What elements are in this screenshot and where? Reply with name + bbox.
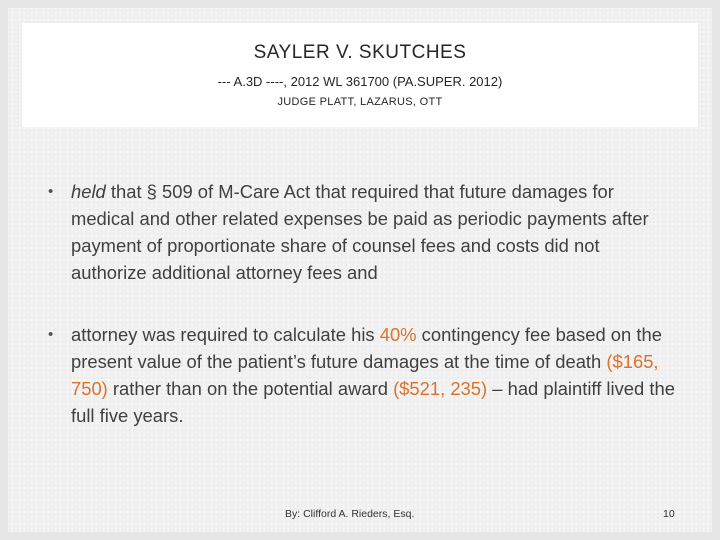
- slide-title: SAYLER V. SKUTCHES: [253, 42, 467, 63]
- slide: [8, 8, 712, 532]
- highlight-value-award: ($521, 235): [393, 378, 488, 399]
- bullet-item-attorney: [48, 321, 678, 429]
- held-italic: held: [71, 181, 106, 202]
- highlight-percentage: 40%: [379, 324, 417, 345]
- bullet-text: that § 509 of M-Care Act that required that future damages for medical and other related expenses be paid as periodic payments after payment of proportionate share of counsel fees and costs did not authorize additional attorney fees and: [71, 181, 649, 283]
- page-number: 10: [663, 508, 675, 520]
- bullet-text-part: attorney was required to calculate his: [71, 324, 380, 345]
- bullet-text-part: contingency fee based on the present value of the patient’s future damages at the time of death: [71, 324, 662, 372]
- highlight-value-death: ($165, 750): [71, 351, 659, 399]
- footer-author: By: Clifford A. Rieders, Esq.: [285, 508, 415, 520]
- bullet-dot-icon: •: [48, 183, 54, 200]
- bullet-dot-icon: •: [48, 326, 54, 343]
- judges-line: JUDGE PLATT, LAZARUS, OTT: [277, 96, 443, 108]
- bullet-text-part: rather than on the potential award: [107, 378, 394, 399]
- bullet-list: [48, 178, 678, 429]
- bullet-item-held: [48, 178, 678, 286]
- bullet-text-part: – had plaintiff lived the full five years.: [71, 378, 675, 426]
- case-citation: --- A.3D ----, 2012 WL 361700 (PA.SUPER. 2012): [217, 74, 503, 89]
- title-box: [22, 23, 698, 127]
